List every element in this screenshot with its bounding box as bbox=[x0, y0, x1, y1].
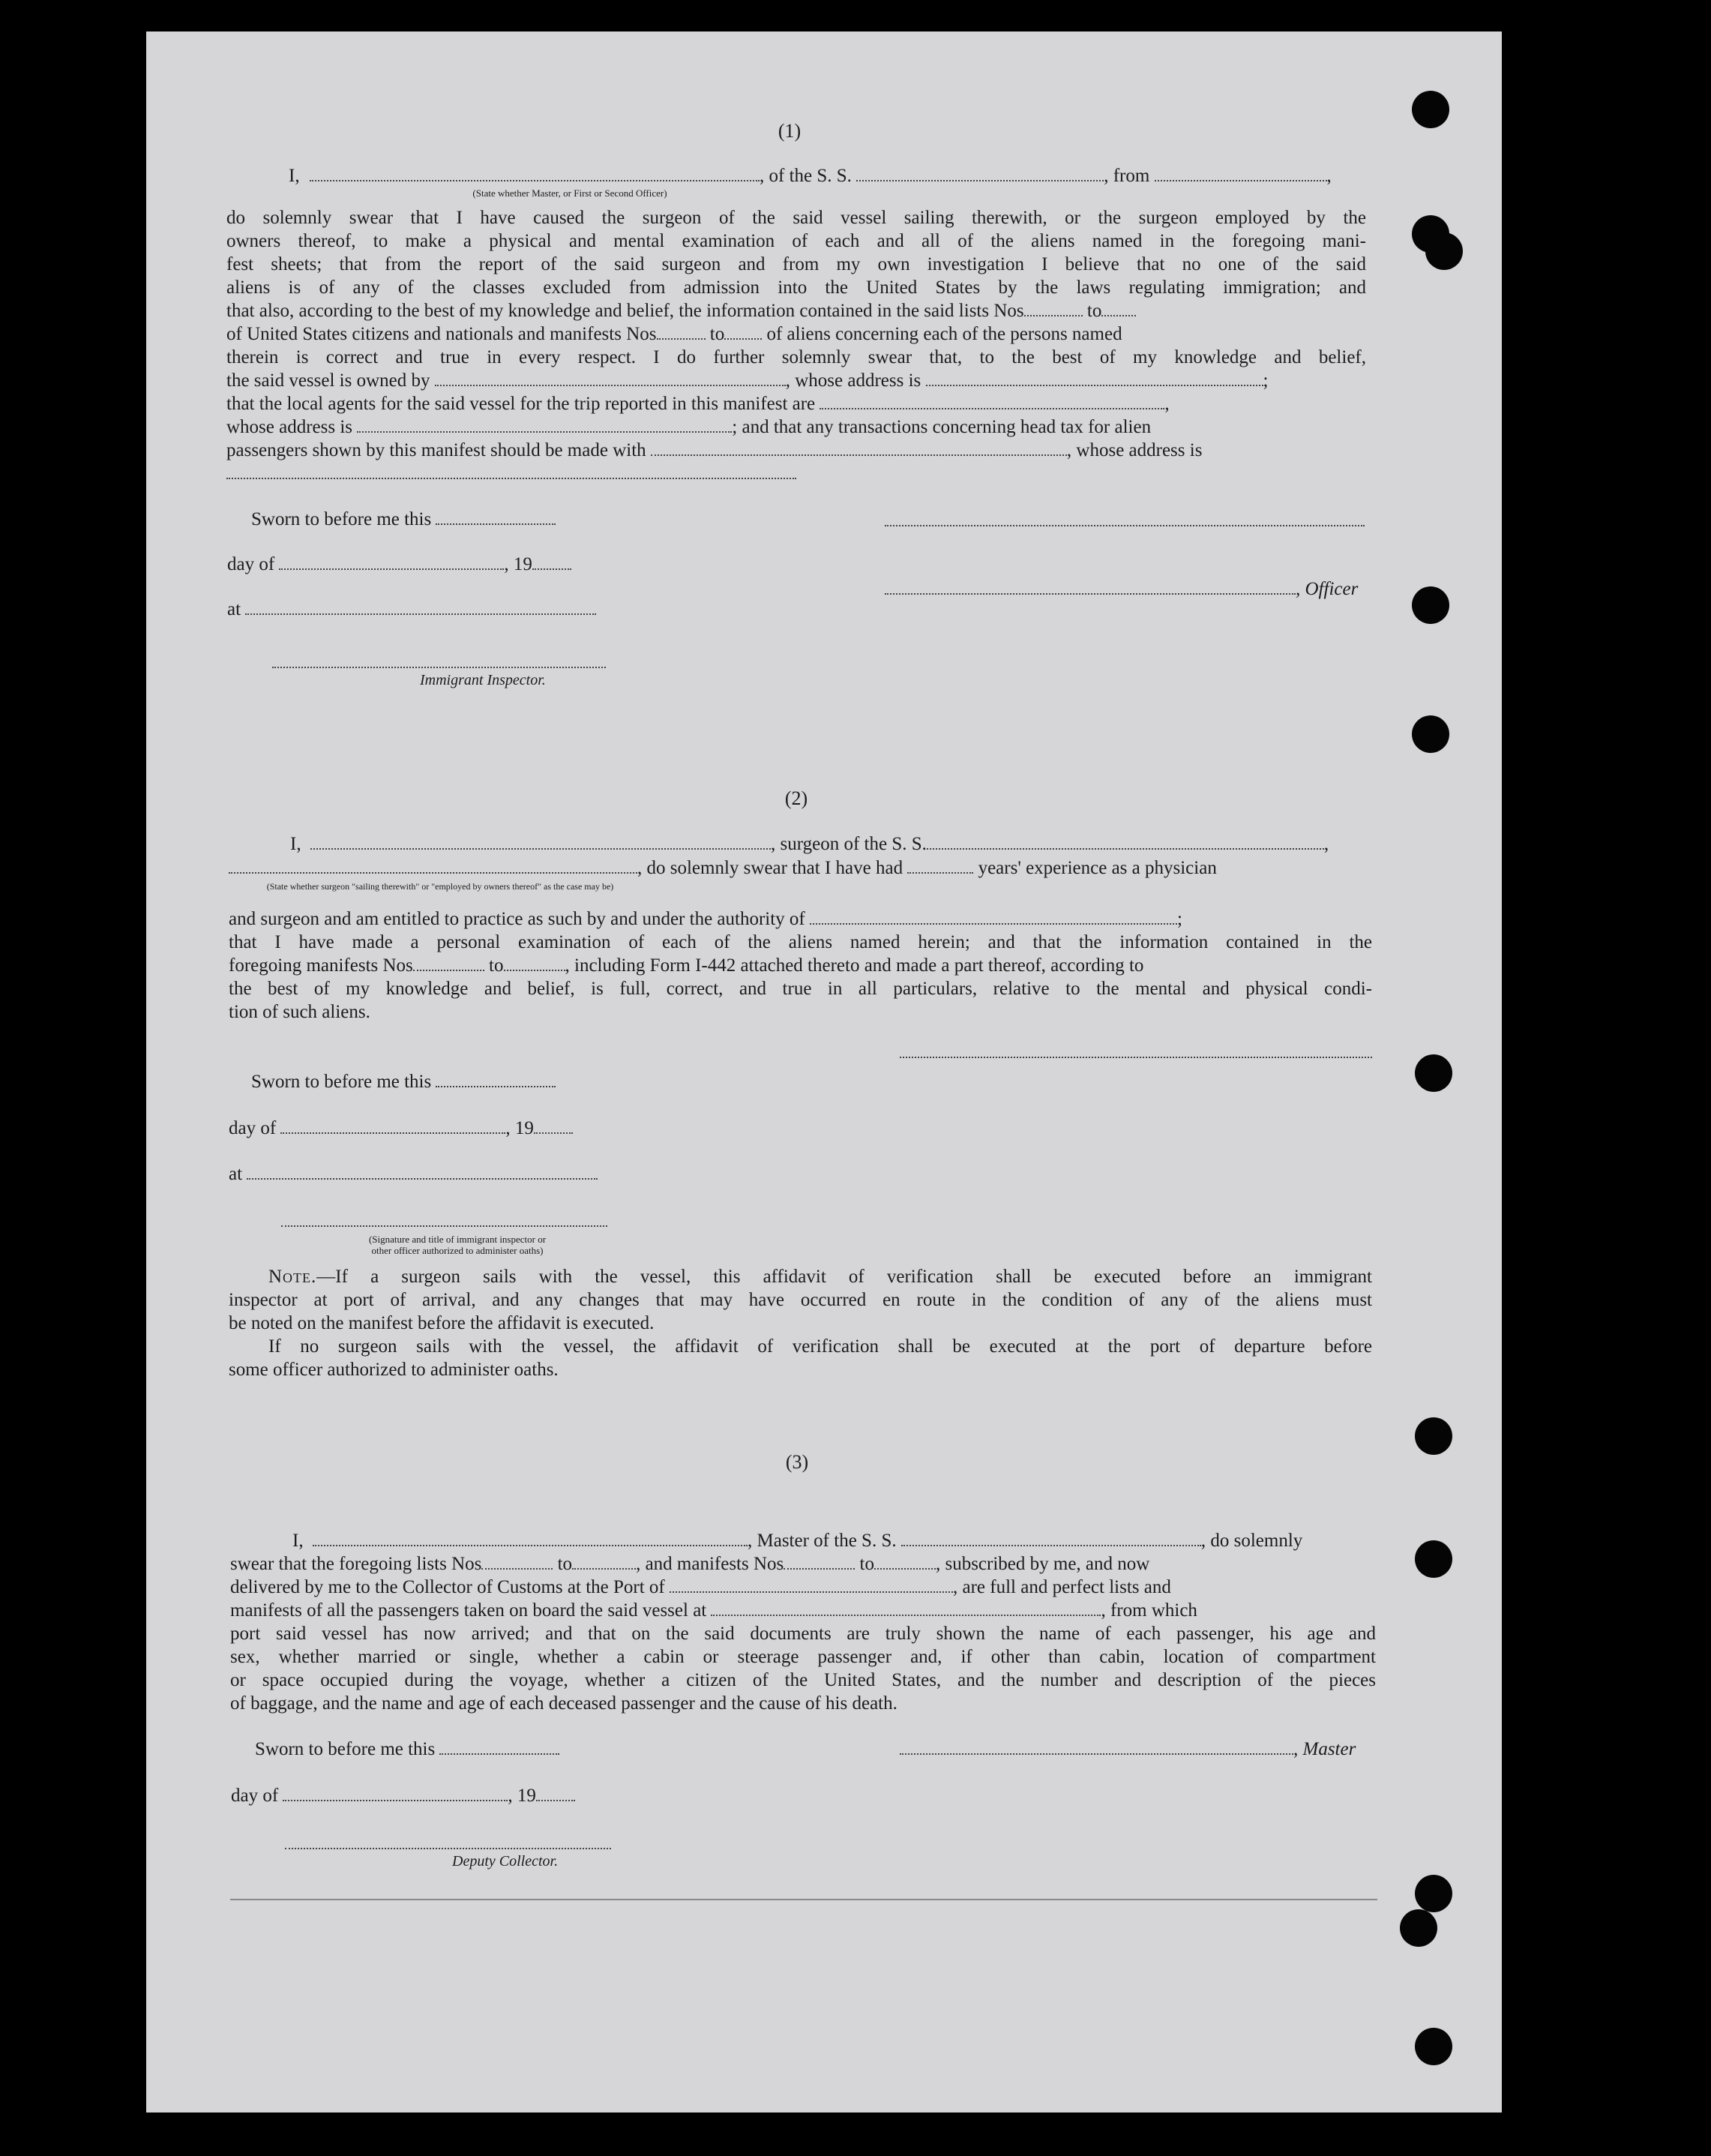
punch-hole bbox=[1415, 1054, 1452, 1092]
inspector-signature-line[interactable] bbox=[272, 665, 606, 668]
surgeon-manifests-to-field[interactable] bbox=[504, 956, 565, 971]
collector-port-field[interactable] bbox=[670, 1578, 953, 1593]
punch-hole bbox=[1415, 1875, 1452, 1912]
section-1-sworn: Sworn to before me this bbox=[251, 508, 556, 531]
section-2-at: at bbox=[229, 1162, 598, 1186]
surgeon-signature-line[interactable] bbox=[900, 1055, 1372, 1058]
paragraph-line: the best of my knowledge and belief, is full, correct, and true in all particulars, relative to the mental and physical condi- bbox=[229, 979, 1372, 999]
section-1-heading: (1) bbox=[778, 120, 802, 142]
master-manifests-from-field[interactable] bbox=[784, 1555, 855, 1570]
punch-hole bbox=[1415, 1417, 1452, 1455]
year-field[interactable] bbox=[532, 555, 571, 570]
master-lists-from-field[interactable] bbox=[481, 1555, 553, 1570]
section-2-heading: (2) bbox=[784, 787, 808, 809]
lists-to-field[interactable] bbox=[1101, 301, 1136, 316]
owner-field[interactable] bbox=[435, 371, 786, 386]
section-3-sworn: Sworn to before me this bbox=[255, 1738, 559, 1761]
inspector-caption: Immigrant Inspector. bbox=[420, 672, 546, 688]
rank-caption: (State whether Master, or First or Second Officer) bbox=[472, 187, 667, 199]
paragraph-line: or space occupied during the voyage, whether a citizen of the United States, and the number and description of the pieces bbox=[230, 1670, 1376, 1690]
officer-rank-field[interactable] bbox=[310, 166, 760, 181]
section-1-paragraph: do solemnly swear that I have caused the surgeon of the said vessel sailing therewith, or the surgeon employed by the owners thereof, to make a physical and mental examination of each and all of the aliens named in the foregoing mani- fest sheets; that from the report of the said surgeon and from my own investigation I believe that no one of the said aliens is of any of the classes excluded from admission into the United States by the laws regulating immigration; and that also, according to the best of my knowledge and belief, the information contained in the said lists Nos to of United States citizens and nationals and manifests Nos to of aliens concerning each of the persons named therein is correct and true in every respect. I do further solemnly swear that, to the best of my knowledge and belief, the said vessel is owned by , whose address is ; that the local agents for the said vessel for the trip reported in this manifest are , whose address is ; and that any transactions concerning head tax for alien passengers shown by this manifest should be made with , whose address is bbox=[226, 206, 1366, 485]
section-1-at: at bbox=[227, 598, 596, 621]
surgeon-vessel-field[interactable] bbox=[927, 835, 1324, 850]
month-field[interactable] bbox=[279, 555, 504, 570]
paragraph-line: port said vessel has now arrived; and that on the said documents are truly shown the name of each passenger, his age and bbox=[230, 1624, 1376, 1644]
master-signature: , Master bbox=[900, 1738, 1356, 1761]
vessel-name-field[interactable] bbox=[856, 166, 1104, 181]
paragraph-line: some officer authorized to administer oaths. bbox=[229, 1360, 559, 1380]
section-3-paragraph: swear that the foregoing lists Nos to , and manifests Nos to , subscribed by me, and now delivered by me to the Collector of Customs at the Port of , are full and perfect lists and manifests of all the passengers taken on board the said vessel at , from which port said vessel has now arrived; and that on the said documents are truly shown the name of each passenger, his age and sex, whether married or single, whether a cabin or steerage passenger and, if other than cabin, location of compartment or space occupied during the voyage, whether a citizen of the United States, and the number and description of the pieces of baggage, and the name and age of each deceased passenger and the cause of his death. bbox=[230, 1554, 1376, 1714]
lists-from-field[interactable] bbox=[1024, 301, 1083, 316]
sworn-day-field[interactable] bbox=[436, 510, 556, 525]
paragraph-line: inspector at port of arrival, and any changes that may have occurred en route in the condition of any of the aliens must bbox=[229, 1290, 1372, 1310]
section-2-second-line: , do solemnly swear that I have had years' experience as a physician bbox=[229, 856, 1217, 880]
surgeon-status-caption: (State whether surgeon "sailing therewith" or "employed by owners thereof" as the case may be) bbox=[266, 881, 614, 892]
section-1-first-line: I, , of the S. S. , from , bbox=[289, 166, 1332, 186]
officer-signature-line-1[interactable] bbox=[885, 523, 1365, 526]
section-3-day: day of , 19 bbox=[231, 1784, 575, 1807]
paragraph-line: be noted on the manifest before the affidavit is executed. bbox=[229, 1313, 655, 1333]
from-port-field[interactable] bbox=[1155, 166, 1327, 181]
authority-field[interactable] bbox=[810, 910, 1177, 925]
section-2-day: day of , 19 bbox=[229, 1117, 573, 1140]
paragraph-line: tion of such aliens. bbox=[229, 1002, 370, 1022]
master-name-field[interactable] bbox=[313, 1531, 748, 1546]
head-tax-contact-field[interactable] bbox=[651, 441, 1067, 456]
sworn-day-field[interactable] bbox=[439, 1740, 559, 1755]
place-field[interactable] bbox=[247, 1165, 598, 1180]
month-field[interactable] bbox=[283, 1786, 508, 1801]
section-3-first-line: I, , Master of the S. S. , do solemnly bbox=[292, 1531, 1303, 1551]
section-2-sworn: Sworn to before me this bbox=[251, 1070, 556, 1093]
sworn-day-field[interactable] bbox=[436, 1072, 556, 1087]
bottom-rule bbox=[230, 1899, 1377, 1900]
punch-hole bbox=[1412, 715, 1449, 753]
collector-signature-line[interactable] bbox=[285, 1846, 611, 1849]
place-field[interactable] bbox=[245, 600, 596, 615]
surgeon-manifests-from-field[interactable] bbox=[413, 956, 484, 971]
paragraph-line: therein is correct and true in every respect. I do further solemnly swear that, to the best of my knowledge and belief, bbox=[226, 347, 1366, 367]
master-signature-field[interactable] bbox=[900, 1740, 1293, 1755]
section-1-day: day of , 19 bbox=[227, 553, 571, 576]
paragraph-line: fest sheets; that from the report of the said surgeon and from my own investigation I believe that no one of the said bbox=[226, 254, 1366, 274]
paragraph-line: owners thereof, to make a physical and mental examination of each and all of the aliens named in the foregoing mani- bbox=[226, 231, 1366, 251]
paragraph-line: sex, whether married or single, whether a cabin or steerage passenger and, if other than cabin, location of compartment bbox=[230, 1647, 1376, 1667]
collector-caption: Deputy Collector. bbox=[452, 1853, 559, 1870]
officer-signature-field[interactable] bbox=[885, 580, 1296, 595]
month-field[interactable] bbox=[280, 1119, 505, 1134]
paragraph-line: If no surgeon sails with the vessel, the affidavit of verification shall be executed at the port of departure before bbox=[268, 1336, 1372, 1357]
form-page bbox=[146, 31, 1502, 2113]
contact-address-field[interactable] bbox=[226, 464, 796, 479]
surgeon-status-field[interactable] bbox=[229, 859, 637, 874]
punch-hole bbox=[1425, 232, 1463, 270]
local-agents-field[interactable] bbox=[820, 394, 1164, 409]
note-label: Note. bbox=[268, 1267, 317, 1287]
punch-hole bbox=[1415, 2028, 1452, 2065]
section-2-paragraph: and surgeon and am entitled to practice as such by and under the authority of ; that I have made a personal examination of each of the aliens named herein; and that the information contained in the foregoing manifests Nos to , including Form I-442 attached thereto and made a part thereof, according to the best of my knowledge and belief, is full, correct, and true in all particulars, relative to the mental and physical condi- tion of such aliens. bbox=[229, 909, 1372, 1022]
owner-address-field[interactable] bbox=[926, 371, 1263, 386]
master-vessel-field[interactable] bbox=[901, 1531, 1201, 1546]
master-lists-to-field[interactable] bbox=[572, 1555, 636, 1570]
year-field[interactable] bbox=[534, 1119, 573, 1134]
section-3-heading: (3) bbox=[785, 1451, 809, 1473]
master-manifests-to-field[interactable] bbox=[874, 1555, 936, 1570]
paragraph-line: aliens is of any of the classes excluded from admission into the United States by the laws regulating immigration; and bbox=[226, 277, 1366, 298]
agents-address-field[interactable] bbox=[357, 418, 732, 433]
punch-hole bbox=[1412, 91, 1449, 128]
officer-signature: , Officer bbox=[885, 577, 1358, 601]
paragraph-line: that I have made a personal examination of each of the aliens named herein; and that the information contained in the bbox=[229, 932, 1372, 952]
embarkation-port-field[interactable] bbox=[711, 1601, 1101, 1616]
punch-hole bbox=[1412, 586, 1449, 624]
manifests-from-field[interactable] bbox=[657, 325, 706, 340]
paragraph-line: do solemnly swear that I have caused the surgeon of the said vessel sailing therewith, or the surgeon employed by the bbox=[226, 208, 1366, 228]
year-field[interactable] bbox=[536, 1786, 575, 1801]
section-2-first-line: I, , surgeon of the S. S. , bbox=[290, 834, 1329, 854]
surgeon-note: Note.—If a surgeon sails with the vessel, this affidavit of verification shall be executed before an immigrant inspector at port of arrival, and any changes that may have occurred en route in the condition of any of the aliens must be noted on the manifest before the affidavit is executed. If no surgeon sails with the vessel, the affidavit of verification shall be executed at the port of departure before some officer authorized to administer oaths. bbox=[229, 1267, 1372, 1380]
administering-officer-caption: (Signature and title of immigrant inspector or other officer authorized to administer oaths) bbox=[368, 1234, 547, 1256]
manifests-to-field[interactable] bbox=[724, 325, 762, 340]
paragraph-line: of baggage, and the name and age of each deceased passenger and the cause of his death. bbox=[230, 1693, 897, 1714]
surgeon-name-field[interactable] bbox=[310, 835, 771, 850]
years-experience-field[interactable] bbox=[907, 859, 973, 874]
punch-hole bbox=[1415, 1540, 1452, 1578]
administering-officer-signature-line[interactable] bbox=[281, 1224, 607, 1227]
punch-hole bbox=[1400, 1909, 1437, 1947]
